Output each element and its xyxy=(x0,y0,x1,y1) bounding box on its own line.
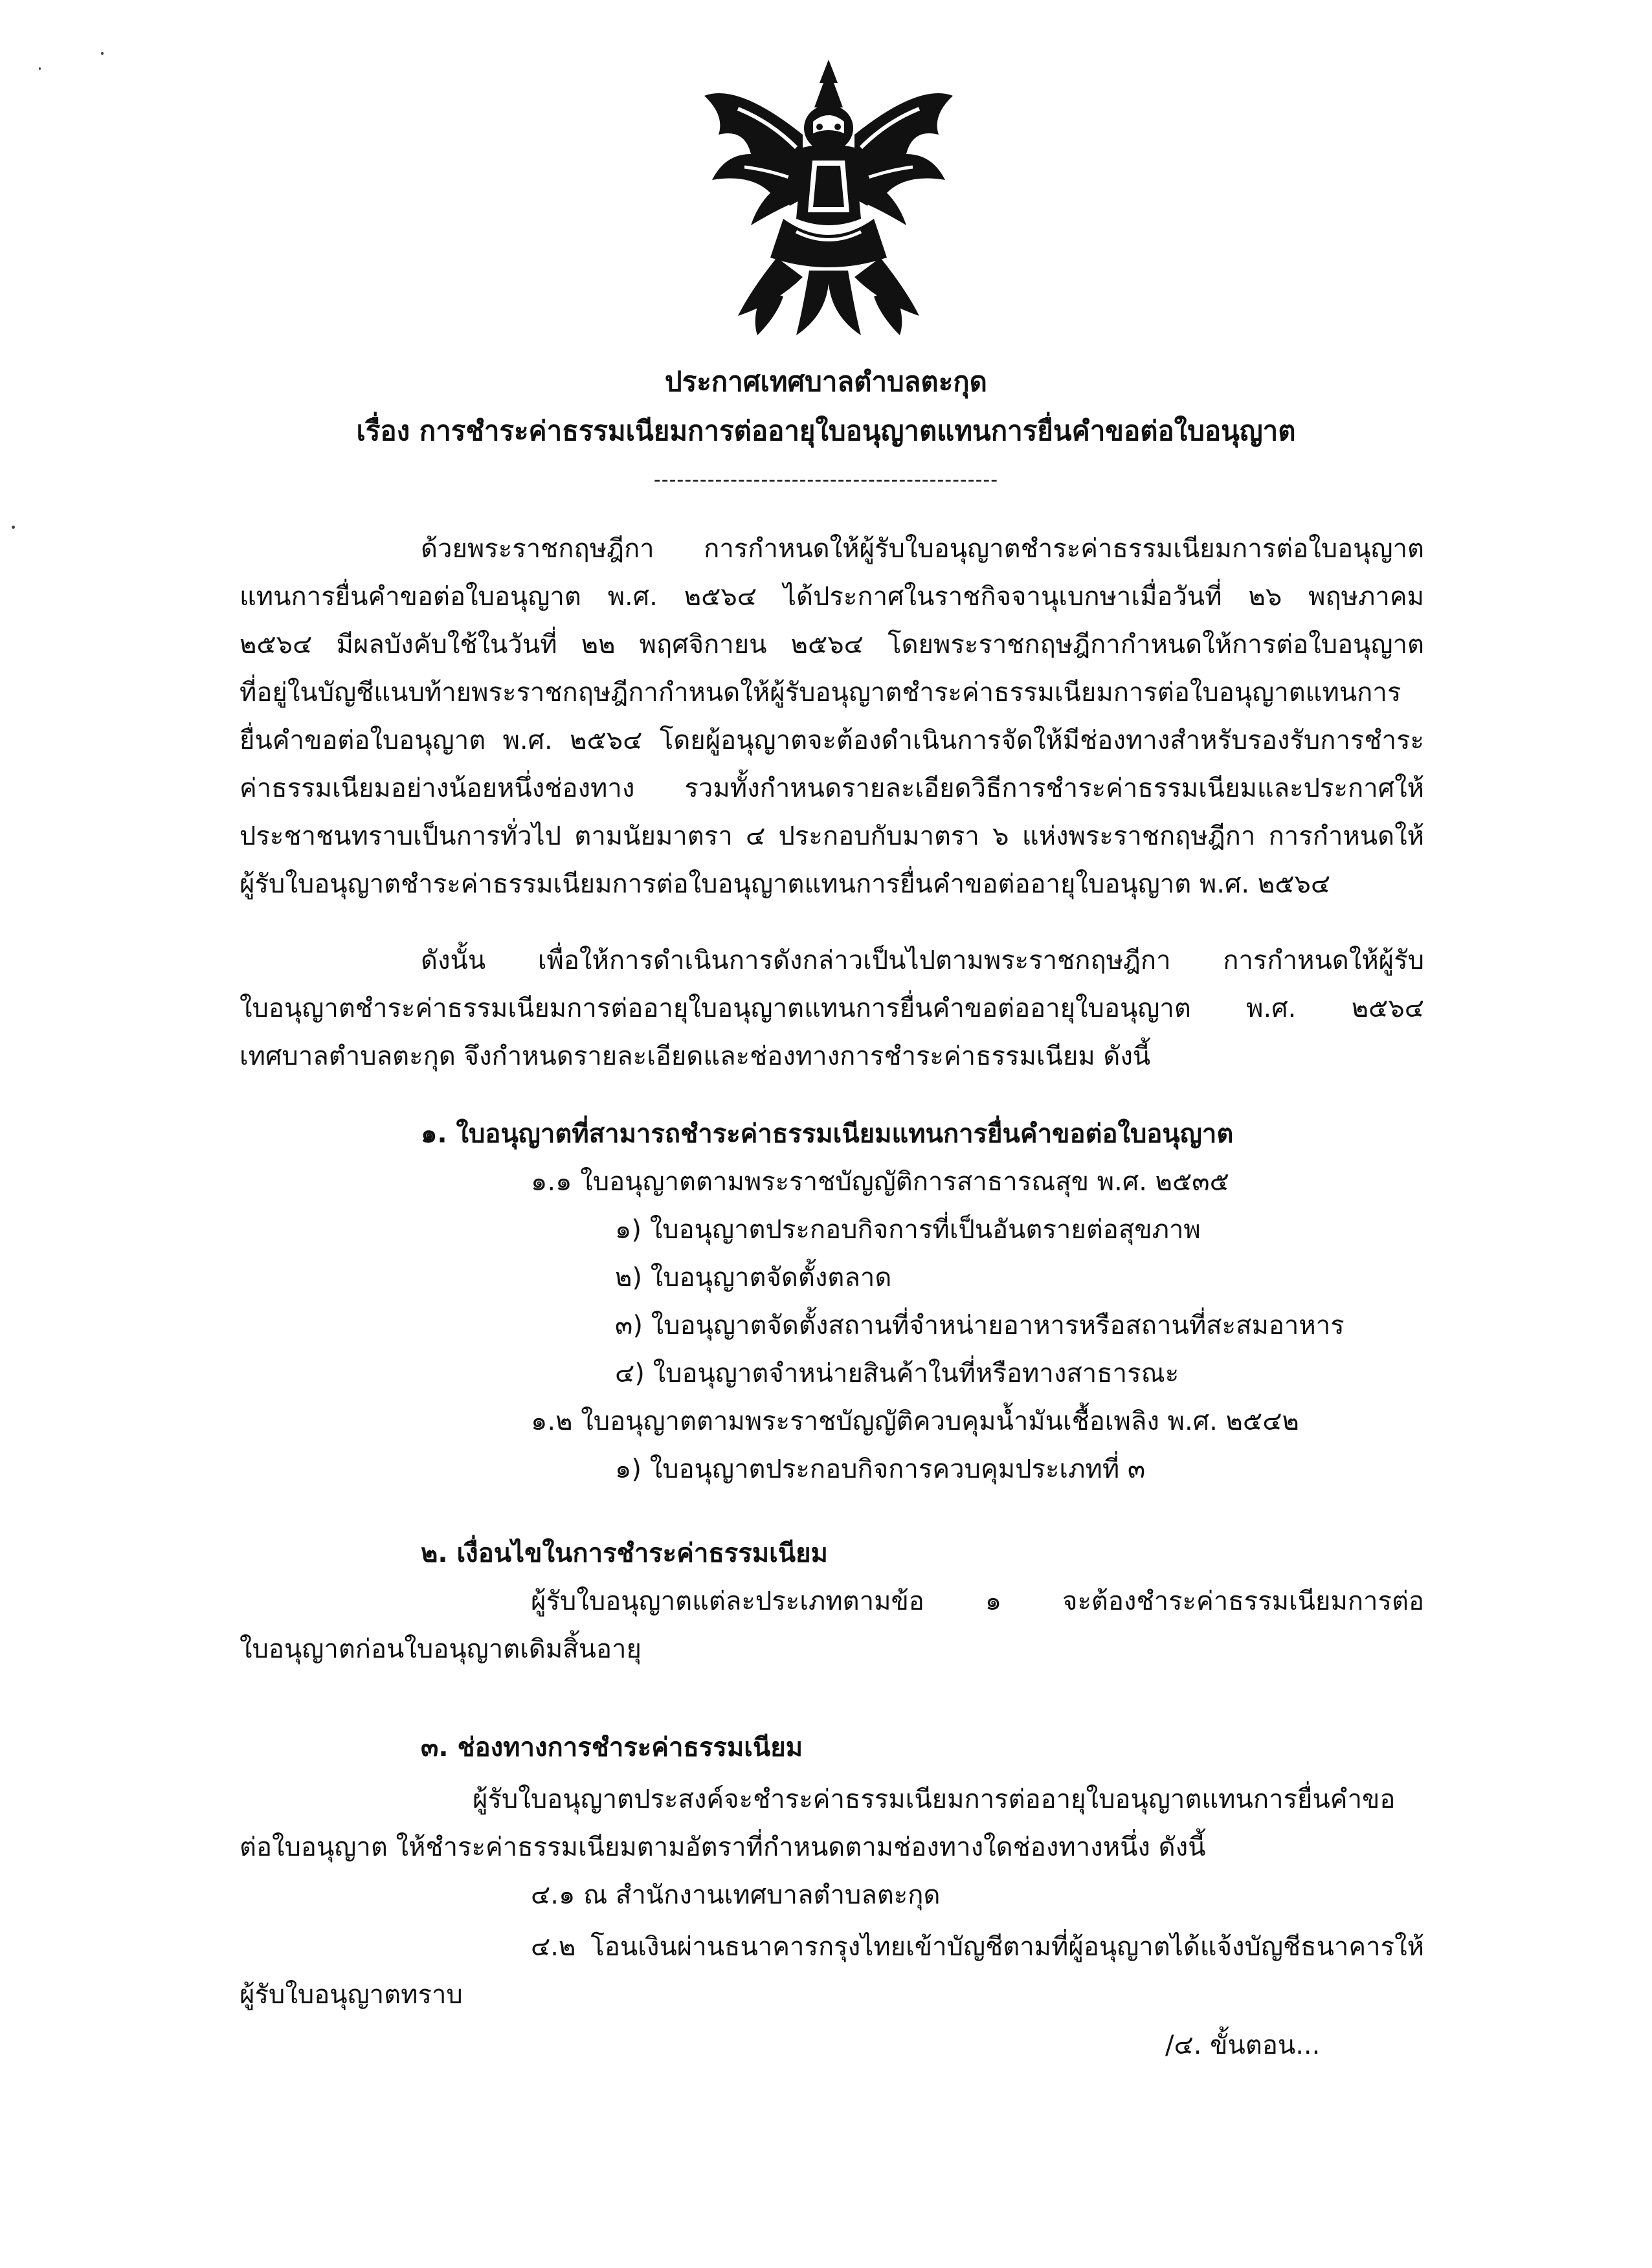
intro-line: ผู้รับใบอนุญาตชำระค่าธรรมเนียมการต่อใบอนุญาตแทนการยื่นคำขอต่ออายุใบอนุญาต พ.ศ. ๒๕๖๔ xyxy=(240,869,1331,899)
page-continuation: /๔. ขั้นตอน... xyxy=(1165,2030,1321,2060)
intro-line: แทนการยื่นคำขอต่อใบอนุญาต พ.ศ. ๒๕๖๔ ได้ประกาศในราชกิจจานุเบกษาเมื่อวันที่ ๒๖ พฤษภาคม xyxy=(240,582,1424,612)
garuda-emblem-icon xyxy=(699,57,958,342)
section3-heading: ๓. ช่องทางการชำระค่าธรรมเนียม xyxy=(421,1733,803,1762)
section3-item: ๔.๒ โอนเงินผ่านธนาคารกรุงไทยเข้าบัญชีตามที่ผู้อนุญาตได้แจ้งบัญชีธนาคารให้ xyxy=(531,1932,1424,1962)
section1-sub2: ๑.๒ ใบอนุญาตตามพระราชบัญญัติควบคุมน้ำมันเชื้อเพลิง พ.ศ. ๒๕๔๒ xyxy=(531,1406,1299,1436)
section3-item: ผู้รับใบอนุญาตทราบ xyxy=(240,1980,463,2010)
announcement-title: ประกาศเทศบาลตำบลตะกุด xyxy=(665,366,987,397)
section3-line: ต่อใบอนุญาต ให้ชำระค่าธรรมเนียมตามอัตราที่กำหนดตามช่องทางใดช่องทางหนึ่ง ดังนี้ xyxy=(240,1832,1206,1862)
section1-sub1-item: ๒) ใบอนุญาตจัดตั้งตลาด xyxy=(615,1263,892,1293)
section1-sub1-item: ๓) ใบอนุญาตจัดตั้งสถานที่จำหน่ายอาหารหรือสถานที่สะสมอาหาร xyxy=(615,1311,1345,1340)
intro-line: ประชาชนทราบเป็นการทั่วไป ตามนัยมาตรา ๔ ประกอบกับมาตรา ๖ แห่งพระราชกฤษฎีกา การกำหนดให้ xyxy=(240,821,1424,851)
therefore-line: เทศบาลตำบลตะกุด จึงกำหนดรายละเอียดและช่องทางการชำระค่าธรรมเนียม ดังนี้ xyxy=(240,1041,1151,1071)
intro-line: ยื่นคำขอต่อใบอนุญาต พ.ศ. ๒๕๖๔ โดยผู้อนุญาตจะต้องดำเนินการจัดให้มีช่องทางสำหรับรองรับการชำระ xyxy=(240,726,1424,755)
scan-speck xyxy=(12,526,15,529)
therefore-line: ดังนั้น เพื่อให้การดำเนินการดังกล่าวเป็นไปตามพระราชกฤษฎีกา การกำหนดให้ผู้รับ xyxy=(421,946,1424,975)
section1-sub1-item: ๑) ใบอนุญาตประกอบกิจการที่เป็นอันตรายต่อสุขภาพ xyxy=(615,1215,1201,1245)
section1-sub2-item: ๑) ใบอนุญาตประกอบกิจการควบคุมประเภทที่ ๓ xyxy=(615,1454,1146,1484)
announcement-subject: เรื่อง การชำระค่าธรรมเนียมการต่ออายุใบอนุญาตแทนการยื่นคำขอต่อใบอนุญาต xyxy=(356,415,1296,447)
section3-item: ๔.๑ ณ สำนักงานเทศบาลตำบลตะกุด xyxy=(531,1880,941,1910)
section2-line: ใบอนุญาตก่อนใบอนุญาตเดิมสิ้นอายุ xyxy=(240,1634,642,1664)
intro-line: ๒๕๖๔ มีผลบังคับใช้ในวันที่ ๒๒ พฤศจิกายน ๒๕๖๔ โดยพระราชกฤษฎีกากำหนดให้การต่อใบอนุญาต xyxy=(240,630,1424,660)
section2-heading: ๒. เงื่อนไขในการชำระค่าธรรมเนียม xyxy=(421,1539,828,1568)
intro-line: ด้วยพระราชกฤษฎีกา การกำหนดให้ผู้รับใบอนุญาตชำระค่าธรรมเนียมการต่อใบอนุญาต xyxy=(421,534,1424,564)
section2-line: ผู้รับใบอนุญาตแต่ละประเภทตามข้อ ๑ จะต้องชำระค่าธรรมเนียมการต่อ xyxy=(531,1586,1424,1616)
intro-line: ที่อยู่ในบัญชีแนบท้ายพระราชกฤษฎีกากำหนดให้ผู้รับอนุญาตชำระค่าธรรมเนียมการต่อใบอนุญาตแทนการ xyxy=(240,678,1401,707)
header-divider: --------------------------------------------- xyxy=(653,469,999,491)
intro-line: ค่าธรรมเนียมอย่างน้อยหนึ่งช่องทาง รวมทั้งกำหนดรายละเอียดวิธีการชำระค่าธรรมเนียมและประกาศให้ xyxy=(240,773,1424,803)
section1-heading: ๑. ใบอนุญาตที่สามารถชำระค่าธรรมเนียมแทนการยื่นคำขอต่อใบอนุญาต xyxy=(421,1119,1234,1149)
scan-speck xyxy=(39,67,41,70)
section1-sub1-item: ๔) ใบอนุญาตจำหน่ายสินค้าในที่หรือทางสาธารณะ xyxy=(615,1359,1179,1388)
section3-line: ผู้รับใบอนุญาตประสงค์จะชำระค่าธรรมเนียมการต่ออายุใบอนุญาตแทนการยื่นคำขอ xyxy=(473,1784,1396,1814)
scan-speck xyxy=(101,52,104,55)
section1-sub1: ๑.๑ ใบอนุญาตตามพระราชบัญญัติการสาธารณสุข พ.ศ. ๒๕๓๕ xyxy=(531,1167,1229,1197)
therefore-line: ใบอนุญาตชำระค่าธรรมเนียมการต่ออายุใบอนุญาตแทนการยื่นคำขอต่ออายุใบอนุญาต พ.ศ. ๒๕๖๔ xyxy=(240,994,1424,1023)
